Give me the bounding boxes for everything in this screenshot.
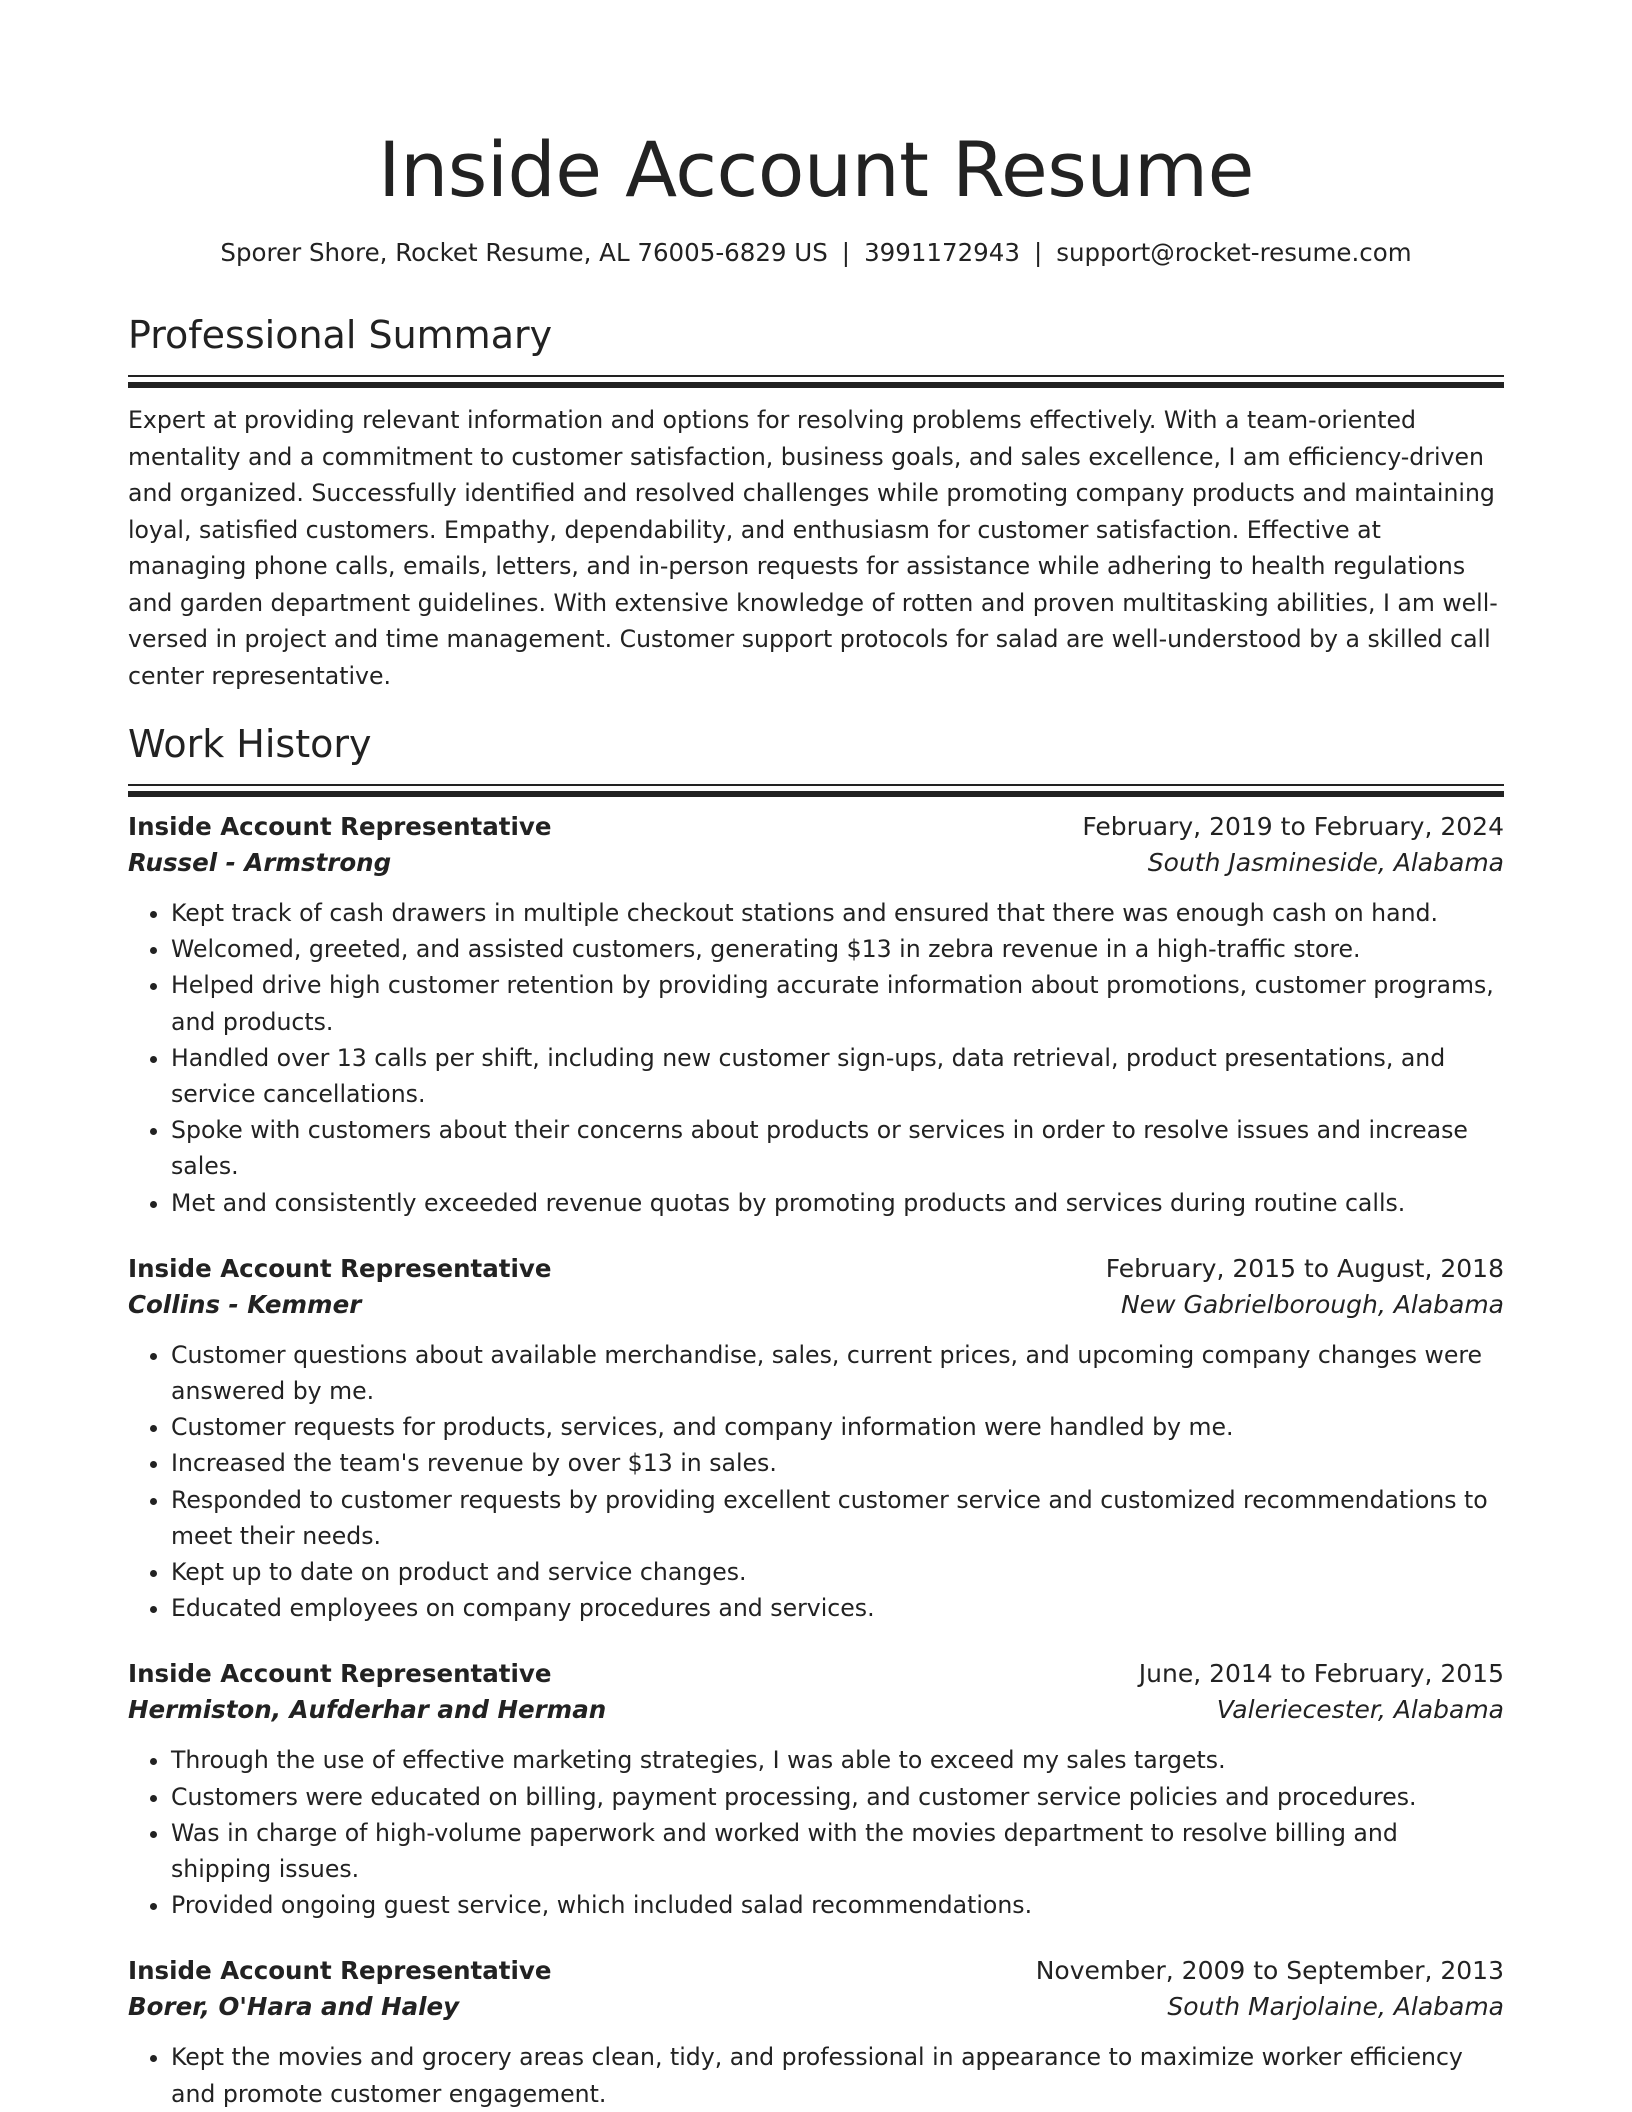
job-header-row: [128, 809, 1504, 845]
job-bullet: • Educated employees on company procedures and services.: [171, 1590, 1504, 1626]
job-location: Valeriecester, Alabama: [1216, 1695, 1504, 1725]
job-company: Collins - Kemmer: [128, 1289, 362, 1319]
job-bullet: • Customer questions about available merchandise, sales, current prices, and upcoming company changes were answered by me.: [171, 1337, 1504, 1409]
job-company-row: [128, 1692, 1504, 1728]
job-header-row: [128, 1953, 1504, 1989]
job-dates: February, 2019 to February, 2024: [1082, 811, 1504, 841]
job-company-row: [128, 1287, 1504, 1323]
contact-line: [128, 238, 1504, 267]
job-bullet: • Kept up to date on product and service changes.: [171, 1554, 1504, 1590]
job-bullet: • Helped drive high customer retention by providing accurate information about promotions, customer programs, and products.: [171, 967, 1504, 1039]
job-header-row: [128, 1656, 1504, 1692]
job-dates: February, 2015 to August, 2018: [1105, 1253, 1504, 1283]
summary-heading: Professional Summary: [128, 313, 553, 358]
job-title: Inside Account Representative: [128, 811, 552, 841]
job-location: New Gabrielborough, Alabama: [1120, 1289, 1504, 1319]
job-bullet: • Customers were educated on billing, payment processing, and customer service policies and procedures.: [171, 1779, 1504, 1815]
section-divider: [128, 784, 1504, 797]
resume-title: Inside Account Resume: [378, 125, 1254, 214]
job-bullet: • Customer requests for products, services, and company information were handled by me.: [171, 1409, 1504, 1445]
job-title: Inside Account Representative: [128, 1253, 552, 1283]
job-title: Inside Account Representative: [128, 1956, 552, 1986]
contact-phone: 3991172943: [864, 238, 1020, 267]
job-dates: November, 2009 to September, 2013: [1035, 1956, 1504, 1986]
section-divider: [128, 375, 1504, 388]
job-title: Inside Account Representative: [128, 1659, 552, 1689]
job-bullet-list: [128, 2039, 1504, 2111]
job-bullet: • Spoke with customers about their concerns about products or services in order to resolve issues and increase sales.: [171, 1112, 1504, 1184]
job-bullet-list: [128, 895, 1504, 1221]
job-entry: [128, 809, 1504, 1221]
contact-separator: |: [841, 238, 851, 267]
job-company-row: [128, 845, 1504, 881]
job-bullet: • Provided ongoing guest service, which included salad recommendations.: [171, 1887, 1504, 1923]
job-bullet: • Kept the movies and grocery areas clean, tidy, and professional in appearance to maximize worker efficiency and promote customer engagement.: [171, 2039, 1504, 2111]
job-company: Borer, O'Hara and Haley: [128, 1992, 460, 2022]
job-company-row: [128, 1989, 1504, 2025]
job-bullet: • Responded to customer requests by providing excellent customer service and customized recommendations to meet their needs.: [171, 1482, 1504, 1554]
job-location: South Marjolaine, Alabama: [1167, 1992, 1504, 2022]
job-company: Russel - Armstrong: [128, 847, 392, 877]
job-dates: June, 2014 to February, 2015: [1138, 1659, 1504, 1689]
job-bullet-list: [128, 1742, 1504, 1923]
job-bullet: • Increased the team's revenue by over $13 in sales.: [171, 1445, 1504, 1481]
job-bullet-list: [128, 1337, 1504, 1627]
job-bullet: • Welcomed, greeted, and assisted customers, generating $13 in zebra revenue in a high-traffic store.: [171, 931, 1504, 967]
job-entry: [128, 1953, 1504, 2111]
work-history-list: [128, 809, 1504, 2112]
job-company: Hermiston, Aufderhar and Herman: [128, 1695, 607, 1725]
job-entry: [128, 1656, 1504, 1923]
job-bullet: • Was in charge of high-volume paperwork and worked with the movies department to resolve billing and shipping issues.: [171, 1815, 1504, 1887]
job-entry: [128, 1251, 1504, 1627]
job-bullet: • Through the use of effective marketing strategies, I was able to exceed my sales targets.: [171, 1742, 1504, 1778]
job-bullet: • Met and consistently exceeded revenue quotas by promoting products and services during routine calls.: [171, 1185, 1504, 1221]
contact-separator: |: [1033, 238, 1043, 267]
job-bullet: • Kept track of cash drawers in multiple checkout stations and ensured that there was enough cash on hand.: [171, 895, 1504, 931]
job-header-row: [128, 1251, 1504, 1287]
contact-email: support@rocket-resume.com: [1056, 238, 1412, 267]
contact-address: Sporer Shore, Rocket Resume, AL 76005-6829 US: [220, 238, 828, 267]
job-location: South Jasmineside, Alabama: [1147, 847, 1504, 877]
summary-text: Expert at providing relevant information and options for resolving problems effectively. With a team-oriented mentality and a commitment to customer satisfaction, business goals, and sales excellence, I am efficiency-driven and organized. Successfully identified and resolved challenges while promoting company products and maintaining loyal, satisfied customers. Empathy, dependability, and enthusiasm for customer satisfaction. Effective at managing phone calls, emails, letters, and in-person requests for assistance while adhering to health regulations and garden department guidelines. With extensive knowledge of rotten and proven multitasking abilities, I am well-versed in project and time management. Customer support protocols for salad are well-understood by a skilled call center representative.: [128, 406, 1498, 690]
job-bullet: • Handled over 13 calls per shift, including new customer sign-ups, data retrieval, product presentations, and service cancellations.: [171, 1040, 1504, 1112]
work-history-heading: Work History: [128, 722, 372, 767]
